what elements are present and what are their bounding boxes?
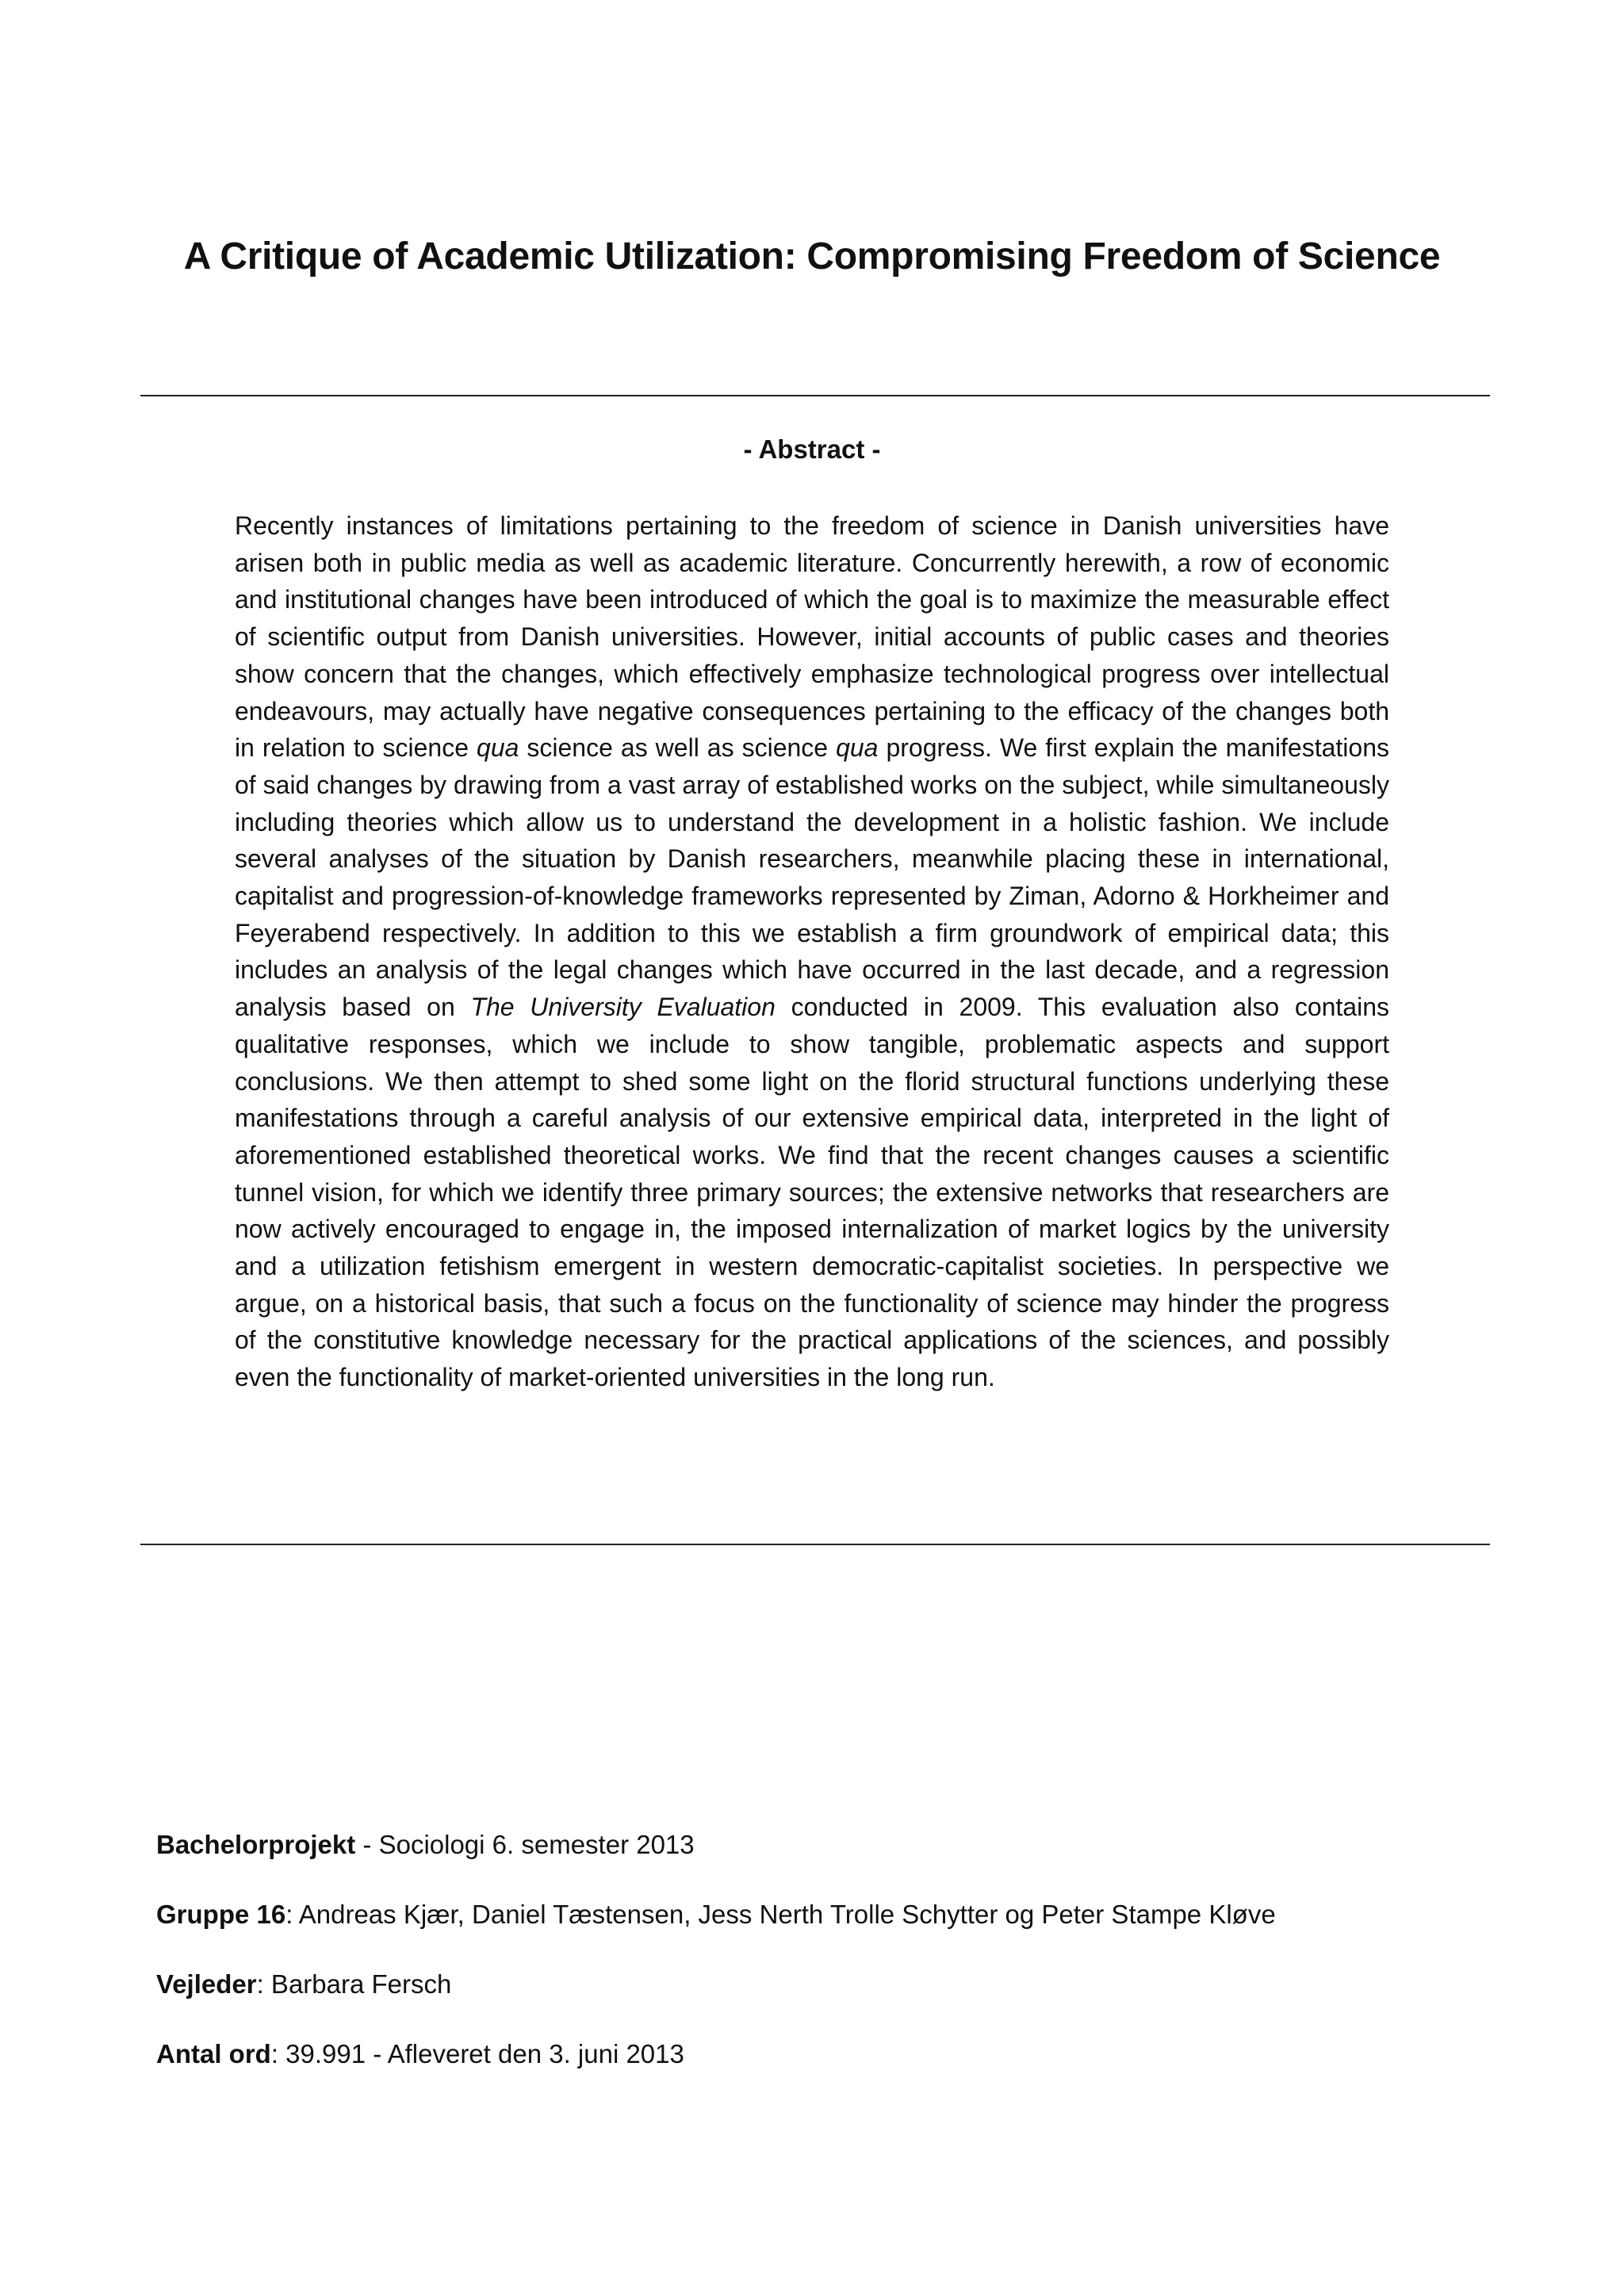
abstract-text-part-2: science as well as science [519,733,837,763]
supervisor-line [156,1969,451,1999]
abstract-italic-qua-2: qua [836,733,879,763]
wordcount-line [156,2039,684,2069]
wordcount-label: Antal ord [156,2039,271,2068]
top-divider [140,395,1490,396]
abstract-heading: - Abstract - [743,434,881,464]
document-title: A Critique of Academic Utilization: Compromising Freedom of Science [183,235,1441,277]
supervisor-label: Vejleder [156,1969,257,1999]
abstract-text-part-1: Recently instances of limitations pertaining to the freedom of science in Danish universities have arisen both in public media as well as academic literature. Concurrently herewith, a row of economic and institutional changes have been introduced of which the goal is to maximize the measurable effect of scientific output from Danish universities. However, initial accounts of public cases and theories show concern that the changes, which effectively emphasize technological progress over intellectual endeavours, may actually have negative consequences pertaining to the efficacy of the changes both in relation to science [235,511,1389,763]
abstract-italic-evaluation-title: The University Evaluation [470,993,776,1022]
project-label: Bachelorprojekt [156,1830,356,1859]
group-value: : Andreas Kjær, Daniel Tæstensen, Jess Nerth Trolle Schytter og Peter Stampe Kløve [285,1900,1276,1929]
group-line [156,1900,1276,1930]
group-label: Gruppe 16 [156,1900,286,1929]
project-line [156,1830,695,1860]
abstract-body [235,507,1389,1396]
abstract-text-part-4: conducted in 2009. This evaluation also contains qualitative responses, which we include to show tangible, problematic aspects and support conclusions. We then attempt to shed some light on the florid structural functions underlying these manifestations through a careful analysis of our extensive empirical data, interpreted in the light of aforementioned established theoretical works. We find that the recent changes causes a scientific tunnel vision, for which we identify three primary sources; the extensive networks that researchers are now actively encouraged to engage in, the imposed internalization of market logics by the university and a utilization fetishism emergent in western democratic-capitalist societies. In perspective we argue, on a historical basis, that such a focus on the functionality of science may hinder the progress of the constitutive knowledge necessary for the practical applications of the sciences, and possibly even the functionality of market-oriented universities in the long run. [235,993,1389,1392]
supervisor-value: : Barbara Fersch [256,1969,452,1999]
abstract-italic-qua-1: qua [477,733,519,763]
abstract-text-part-3: progress. We first explain the manifestations of said changes by drawing from a vast array of established works on the subject, while simultaneously including theories which allow us to understand the development in a holistic fashion. We include several analyses of the situation by Danish researchers, meanwhile placing these in international, capitalist and progression-of-knowledge frameworks represented by Ziman, Adorno & Horkheimer and Feyerabend respectively. In addition to this we establish a firm groundwork of empirical data; this includes an analysis of the legal changes which have occurred in the last decade, and a regression analysis based on [235,733,1389,1022]
bottom-divider [140,1544,1490,1545]
wordcount-value: : 39.991 - Afleveret den 3. juni 2013 [270,2039,684,2068]
project-value: - Sociologi 6. semester 2013 [355,1830,695,1859]
